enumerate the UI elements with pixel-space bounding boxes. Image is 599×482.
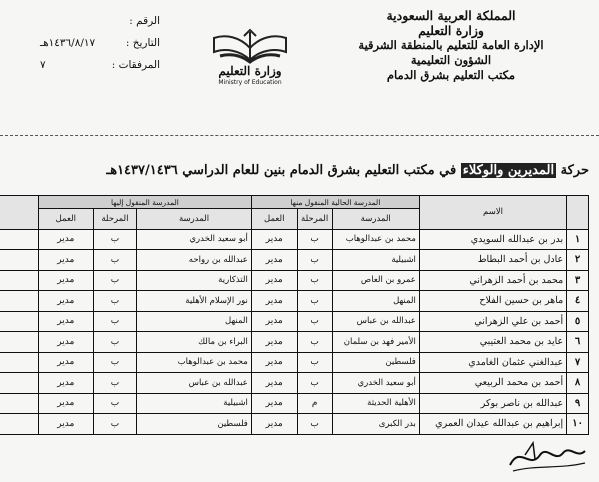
row-name: أحمد بن محمد الربيعي — [419, 373, 566, 394]
row-new-stage: ب — [93, 270, 137, 291]
row-new-school: اشبيلية — [137, 393, 252, 414]
book-logo-icon — [210, 28, 290, 64]
row-job: مدير — [251, 393, 297, 414]
row-school: اشبيلية — [332, 250, 419, 271]
row-name: عبدالله بن ناصر بوكر — [419, 393, 566, 414]
row-new-stage: ب — [93, 352, 137, 373]
document-title — [0, 163, 589, 178]
row-extra — [0, 311, 39, 332]
row-extra — [0, 270, 39, 291]
row-school: الأمير فهد بن سلمان — [332, 332, 419, 353]
row-new-stage: ب — [93, 229, 137, 250]
directorate-name: الإدارة العامة للتعليم بالمنطقة الشرقية — [358, 38, 544, 52]
name-header: الاسم — [419, 196, 566, 230]
attachments-value: ٧ — [40, 59, 46, 71]
num-header — [567, 196, 589, 230]
row-name: عبدالغني عثمان الغامدي — [419, 352, 566, 373]
row-job: مدير — [251, 250, 297, 271]
row-name: محمد بن أحمد الزهراني — [419, 270, 566, 291]
row-number: ٦ — [567, 332, 589, 353]
signature-icon — [505, 425, 590, 475]
row-school: أبو سعيد الخدري — [332, 373, 419, 394]
table-row — [0, 352, 589, 373]
row-new-school: المنهل — [137, 311, 252, 332]
row-new-job: مدير — [39, 250, 94, 271]
date-value: ١٤٣٦/٨/١٧هـ — [40, 37, 96, 49]
row-name: أحمد بن علي الزهراني — [419, 311, 566, 332]
row-name: ماهر بن حسين الفلاح — [419, 291, 566, 312]
row-number: ٤ — [567, 291, 589, 312]
row-stage: ب — [297, 291, 332, 312]
row-new-stage: ب — [93, 332, 137, 353]
header-divider — [0, 135, 599, 136]
row-school: محمد بن عبدالوهاب — [332, 229, 419, 250]
row-new-job: مدير — [39, 270, 94, 291]
reference-block — [40, 10, 160, 76]
letterhead — [321, 8, 581, 83]
row-new-job: مدير — [39, 229, 94, 250]
table-row — [0, 414, 589, 435]
ministry-name: وزارة التعليم — [418, 23, 484, 38]
table-row — [0, 311, 589, 332]
row-school: عمرو بن العاص — [332, 270, 419, 291]
row-extra — [0, 229, 39, 250]
row-extra — [0, 352, 39, 373]
table-row — [0, 250, 589, 271]
table-row — [0, 229, 589, 250]
row-number: ٣ — [567, 270, 589, 291]
row-new-job: مدير — [39, 291, 94, 312]
row-stage: ب — [297, 352, 332, 373]
row-stage: ب — [297, 250, 332, 271]
row-new-stage: ب — [93, 414, 137, 435]
row-number: ١ — [567, 229, 589, 250]
new-school-header: المدرسة — [137, 209, 252, 230]
row-new-school: فلسطين — [137, 414, 252, 435]
table-row — [0, 332, 589, 353]
row-extra — [0, 250, 39, 271]
row-number: ١٠ — [567, 414, 589, 435]
table-row — [0, 373, 589, 394]
row-new-school: نور الإسلام الأهلية — [137, 291, 252, 312]
table-body — [0, 229, 589, 434]
school-header: المدرسة — [332, 209, 419, 230]
row-new-stage: ب — [93, 250, 137, 271]
row-extra — [0, 291, 39, 312]
row-number: ٨ — [567, 373, 589, 394]
row-number: ٥ — [567, 311, 589, 332]
attachments-label: المرفقات : — [111, 59, 160, 71]
row-new-stage: ب — [93, 393, 137, 414]
row-new-job: مدير — [39, 373, 94, 394]
row-number: ٩ — [567, 393, 589, 414]
row-job: مدير — [251, 332, 297, 353]
table-row — [0, 291, 589, 312]
row-job: مدير — [251, 229, 297, 250]
row-job: مدير — [251, 414, 297, 435]
row-school: عبدالله بن عباس — [332, 311, 419, 332]
row-name: إبراهيم بن عبدالله عيدان العمري — [419, 414, 566, 435]
row-extra — [0, 414, 39, 435]
row-new-stage: ب — [93, 373, 137, 394]
title-highlight: المديرين والوكلاء — [462, 163, 555, 178]
affairs-name: الشؤون التعليمية — [410, 53, 492, 67]
row-new-school: البراء بن مالك — [137, 332, 252, 353]
row-new-job: مدير — [39, 352, 94, 373]
row-new-stage: ب — [93, 291, 137, 312]
logo-arabic-text: وزارة التعليم — [218, 64, 282, 78]
row-new-school: محمد بن عبدالوهاب — [137, 352, 252, 373]
new-job-header: العمل — [39, 209, 94, 230]
row-name: عادل بن أحمد البطاط — [419, 250, 566, 271]
ministry-logo — [205, 26, 295, 106]
row-stage: ب — [297, 414, 332, 435]
row-job: مدير — [251, 291, 297, 312]
row-job: مدير — [251, 270, 297, 291]
row-school: فلسطين — [332, 352, 419, 373]
row-new-stage: ب — [93, 311, 137, 332]
transfers-table — [0, 195, 589, 435]
row-new-job: مدير — [39, 311, 94, 332]
row-new-school: التذكارية — [137, 270, 252, 291]
table-row — [0, 270, 589, 291]
row-number: ٢ — [567, 250, 589, 271]
new-school-group-header: المدرسة المنقول إليها — [39, 196, 252, 209]
row-school: بدر الكبرى — [332, 414, 419, 435]
row-name: بدر بن عبدالله السويدي — [419, 229, 566, 250]
row-school: المنهل — [332, 291, 419, 312]
extra-header — [0, 196, 39, 230]
row-stage: ب — [297, 311, 332, 332]
table-row — [0, 393, 589, 414]
logo-english-text: Ministry of Education — [218, 79, 282, 86]
row-extra — [0, 373, 39, 394]
row-new-school: أبو سعيد الخدري — [137, 229, 252, 250]
kingdom-name: المملكة العربية السعودية — [386, 8, 516, 23]
row-new-school: عبدالله بن رواحه — [137, 250, 252, 271]
row-extra — [0, 393, 39, 414]
row-stage: ب — [297, 229, 332, 250]
current-school-group-header: المدرسة الحالية المنقول منها — [251, 196, 419, 209]
row-stage: م — [297, 393, 332, 414]
new-stage-header: المرحلة — [93, 209, 137, 230]
row-job: مدير — [251, 311, 297, 332]
number-label: الرقم : — [129, 15, 160, 27]
date-label: التاريخ : — [125, 37, 160, 49]
title-before: حركة — [560, 163, 589, 178]
row-new-school: عبدالله بن عباس — [137, 373, 252, 394]
stage-header: المرحلة — [297, 209, 332, 230]
row-stage: ب — [297, 270, 332, 291]
row-new-job: مدير — [39, 332, 94, 353]
row-job: مدير — [251, 373, 297, 394]
row-new-job: مدير — [39, 393, 94, 414]
row-stage: ب — [297, 332, 332, 353]
row-school: الأهلية الحديثة — [332, 393, 419, 414]
row-number: ٧ — [567, 352, 589, 373]
office-name: مكتب التعليم بشرق الدمام — [386, 68, 516, 82]
job-header: العمل — [251, 209, 297, 230]
row-stage: ب — [297, 373, 332, 394]
row-name: عايد بن محمد العتيبي — [419, 332, 566, 353]
row-job: مدير — [251, 352, 297, 373]
row-extra — [0, 332, 39, 353]
row-new-job: مدير — [39, 414, 94, 435]
title-after: في مكتب التعليم بشرق الدمام بنين للعام الدراسي ١٤٣٧/١٤٣٦هـ — [106, 163, 457, 178]
